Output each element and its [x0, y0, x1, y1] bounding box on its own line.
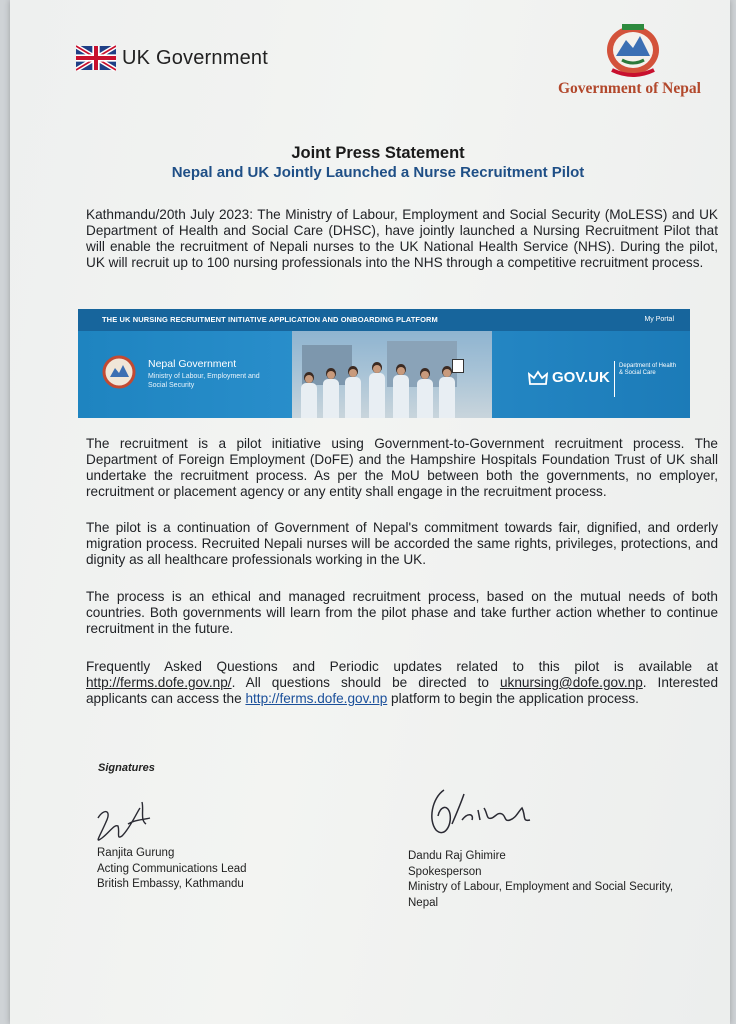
signatory-role: Spokesperson — [408, 865, 482, 878]
faq-text: . All questions should be directed to — [231, 675, 500, 690]
email-link[interactable]: uknursing@dofe.gov.np — [499, 675, 643, 690]
nepal-government-text: Government of Nepal — [558, 80, 701, 97]
banner-nepal-government: Nepal Government — [148, 358, 237, 370]
signatory-name: Ranjita Gurung — [97, 847, 175, 859]
nepal-emblem-small-icon — [102, 355, 136, 389]
nurse-figure — [392, 364, 410, 418]
nurse-figure — [344, 366, 362, 418]
nurse-figure — [322, 368, 340, 418]
road-sign-icon — [452, 359, 464, 373]
nepal-emblem-icon — [602, 20, 664, 78]
ferms-link-2[interactable]: http://ferms.dofe.gov.np — [245, 691, 388, 706]
paragraph-recruitment: The recruitment is a pilot initiative using Government-to-Government recruitment process. The Department of Foreign Employment (DoFE) and the Hampshire Hospitals Foundation Trust of UK shall undertake the recruitment process. As per the MoU between both the governments, no employer, recruitment or placement agency or any entity shall engage in the recruitment process. — [86, 436, 718, 499]
page-title: Joint Press Statement — [291, 144, 465, 162]
uk-government-text: UK Government — [122, 46, 268, 69]
signatures-label: Signatures — [98, 762, 155, 774]
signatory-country: Nepal — [408, 896, 439, 909]
paragraph-commitment: The pilot is a continuation of Government of Nepal's commitment towards fair, dignified, and orderly migration process. Recruited Nepali nurses will be accorded the same rights, privileges, protections, and dignity as all healthcare professionals working in the UK. — [86, 520, 718, 567]
gov-uk-text: GOV.UK — [552, 369, 610, 386]
faq-text: platform to begin the application process. — [387, 691, 639, 706]
signature-ranjita-gurung — [90, 788, 180, 850]
banner-ministry: Ministry of Labour, Employment and Social Security — [148, 373, 260, 389]
signatory-role: Acting Communications Lead — [97, 862, 247, 875]
nurse-figure — [300, 372, 318, 418]
recruitment-platform-banner — [78, 309, 690, 418]
signature-dandu-raj-ghimire — [422, 780, 542, 854]
nurses-photo — [292, 331, 492, 418]
signature-block-uk — [97, 846, 247, 893]
crown-icon — [528, 370, 548, 386]
banner-title: THE UK NURSING RECRUITMENT INITIATIVE APPLICATION AND ONBOARDING PLATFORM — [102, 315, 438, 324]
uk-government-logo — [76, 45, 268, 71]
dhsc-logo-text: Department of Health & Social Care — [619, 363, 677, 376]
paragraph-faq — [86, 659, 718, 707]
signatory-organization: Ministry of Labour, Employment and Social Security, — [408, 881, 674, 893]
paragraph-ethical: The process is an ethical and managed recruitment process, based on the mutual needs of both countries. Both governments will learn from the pilot phase and take further action whether to continue recruitment in the future. — [86, 589, 718, 636]
signatory-name: Dandu Raj Ghimire — [408, 850, 506, 862]
union-jack-icon — [76, 45, 116, 71]
banner-divider — [614, 361, 615, 397]
faq-text: Frequently Asked Questions and Periodic updates related to this pilot is available at — [86, 659, 718, 674]
signature-block-nepal — [408, 849, 673, 911]
nurse-figure — [416, 368, 434, 418]
signatory-organization: British Embassy, Kathmandu — [97, 878, 244, 890]
page-subtitle: Nepal and UK Jointly Launched a Nurse Recruitment Pilot — [171, 164, 585, 181]
banner-my-portal: My Portal — [644, 316, 674, 323]
gov-uk-logo — [528, 369, 610, 386]
faq-text: . Interested applicants can access the — [86, 675, 719, 706]
ferms-link-1[interactable]: http://ferms.dofe.gov.np/ — [86, 675, 232, 690]
paragraph-intro: Kathmandu/20th July 2023: The Ministry of Labour, Employment and Social Security (MoLESS) and UK Department of Health and Social Care (DHSC), have jointly launched a Nursing Recruitment Pilot that will enable the recruitment of Nepali nurses to the UK National Health Service (NHS). During the pilot, UK will recruit up to 100 nursing professionals into the NHS through a competitive recruitment process. — [86, 207, 718, 270]
nurse-figure — [368, 362, 386, 418]
nurse-figure — [438, 366, 456, 418]
document-page — [10, 0, 730, 1024]
